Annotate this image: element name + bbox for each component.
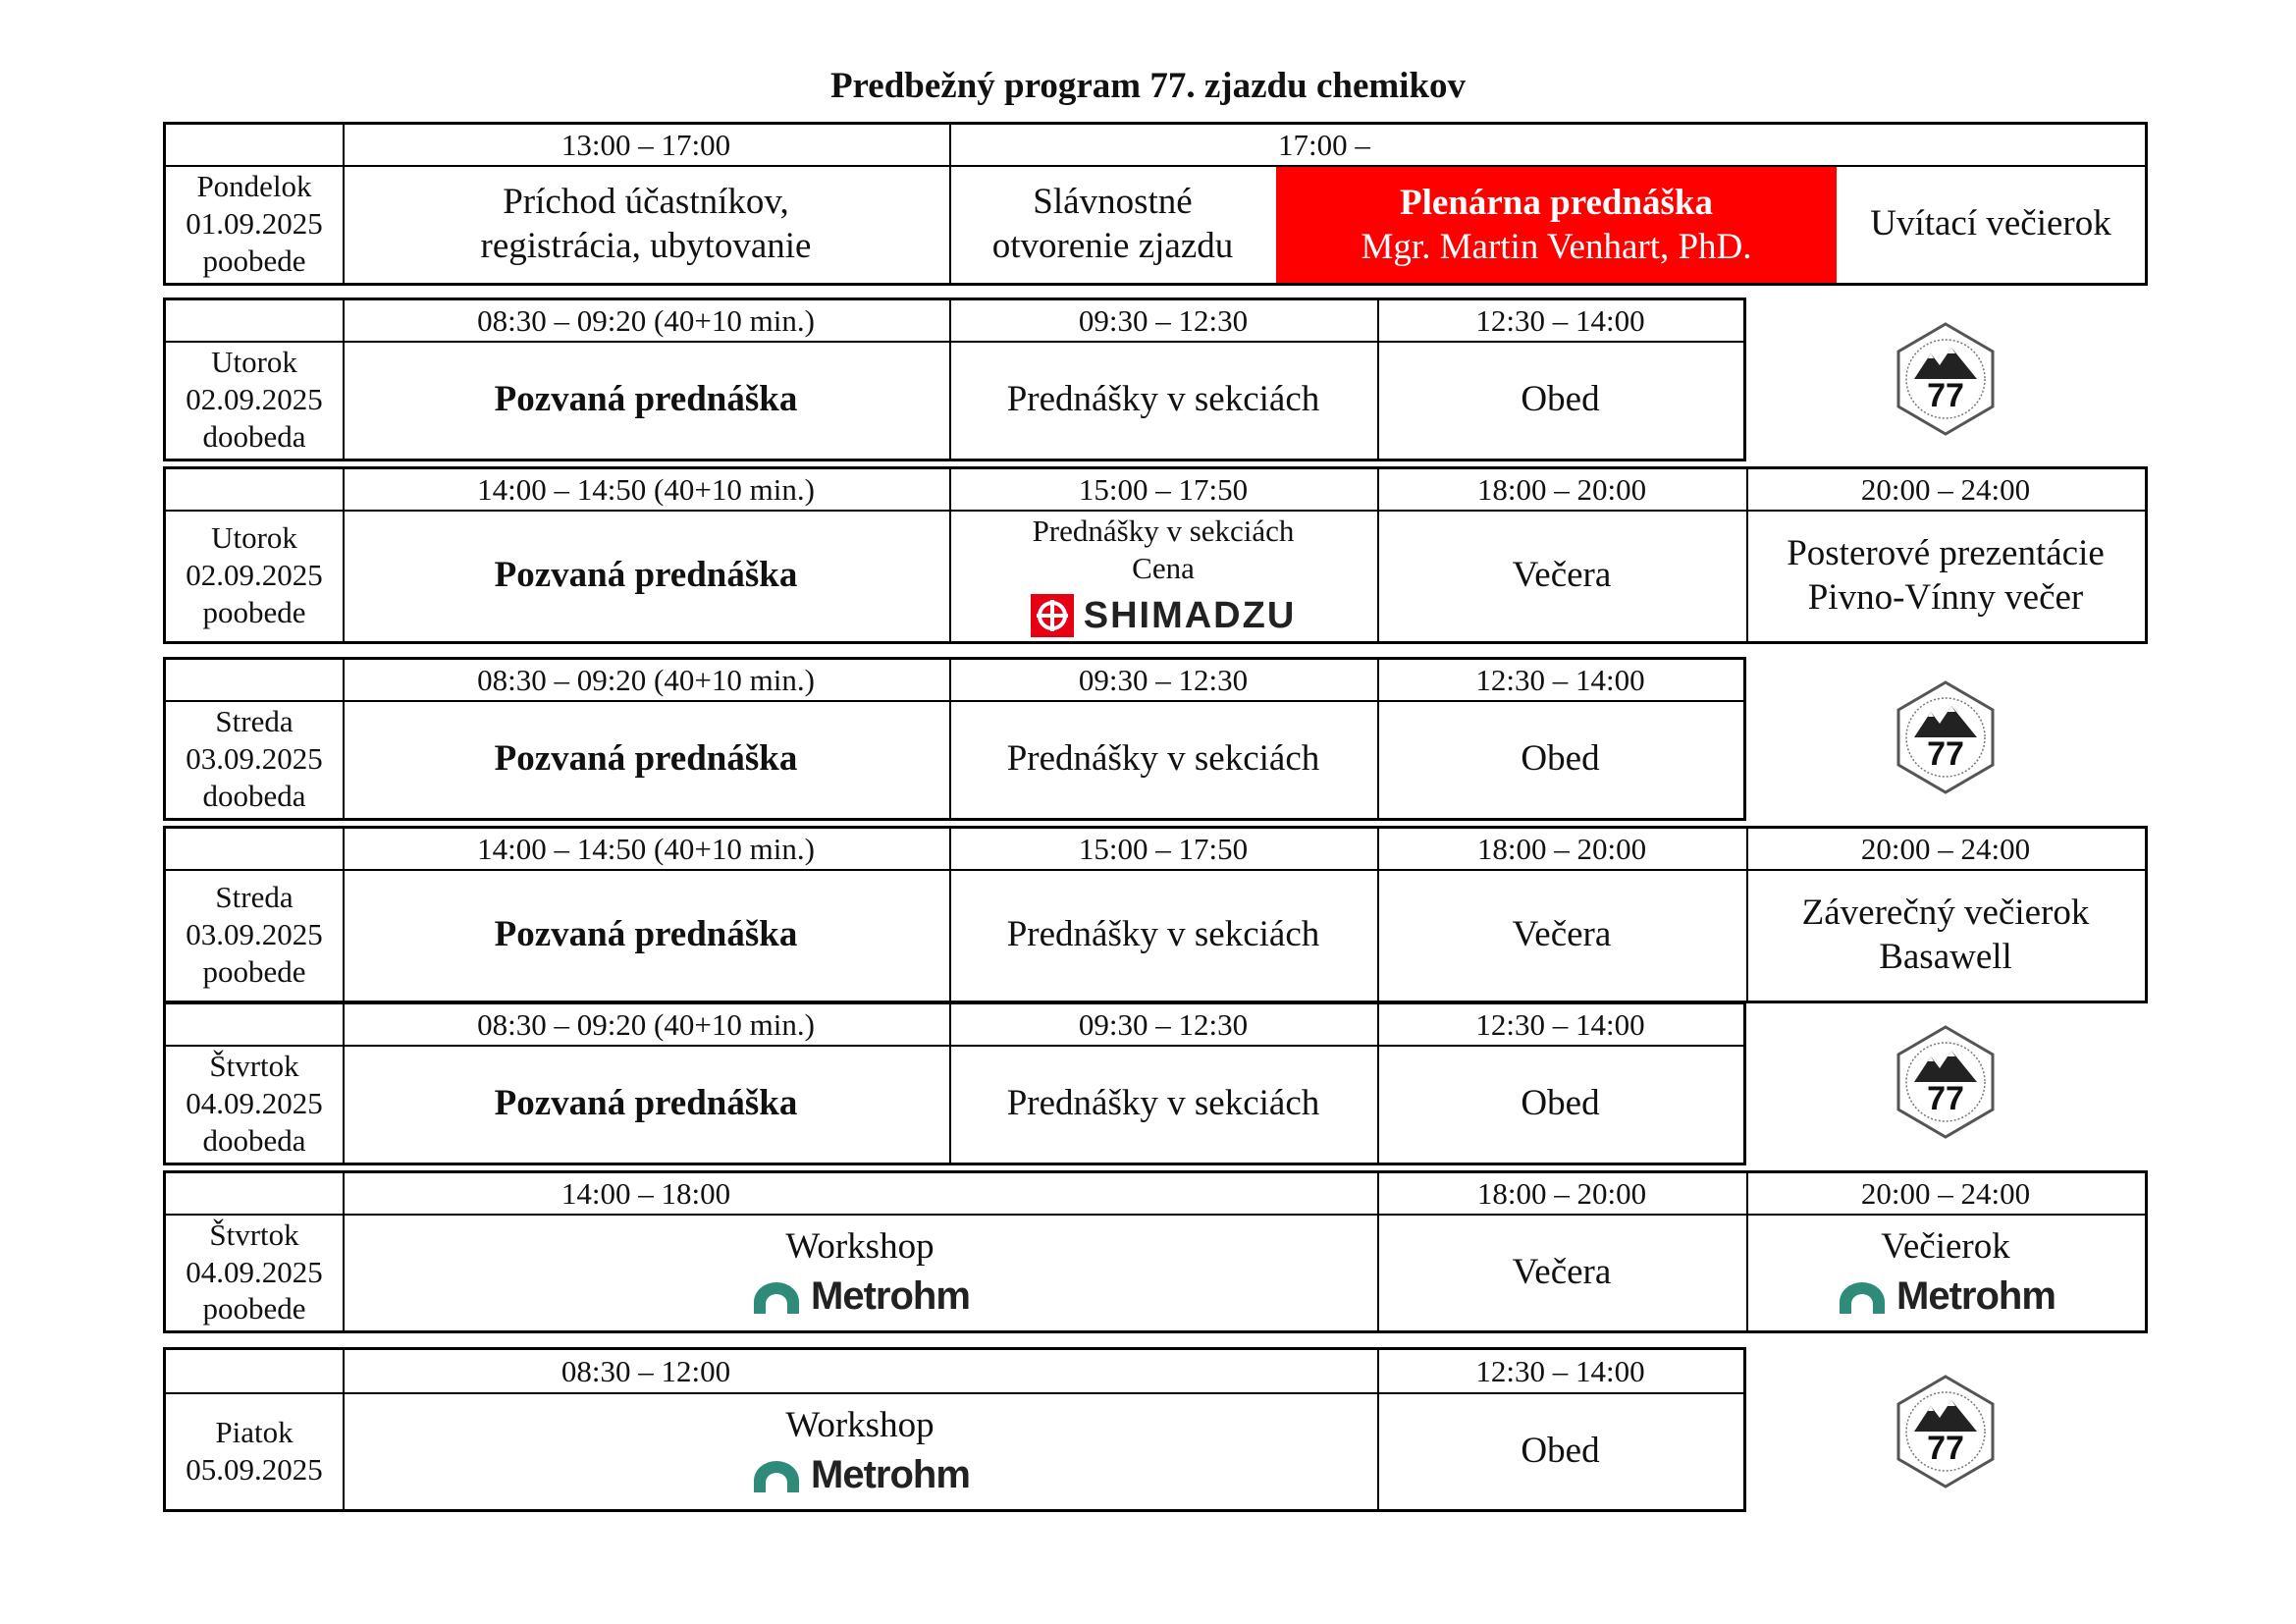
day-label: Utorok 02.09.2025 doobeda [186, 345, 323, 454]
monday-time-2: 17:00 – [1278, 127, 1370, 162]
opening-cell: Slávnostné otvorenie zjazdu [991, 181, 1234, 266]
day-label: Štvrtok 04.09.2025 doobeda [186, 1049, 323, 1158]
evening-event: Záverečný večierok Basawell [1801, 892, 2090, 977]
metrohm-logo: Metrohm [750, 1272, 970, 1321]
section-lectures: Prednášky v sekciách Cena SHIMADZU [949, 510, 1377, 641]
party-cell: Večierok Metrohm [1746, 1214, 2145, 1330]
evening-event: Posterové prezentácie Pivno-Vínny večer [1787, 532, 2105, 618]
svg-text:77: 77 [1927, 735, 1964, 773]
svg-text:77: 77 [1927, 1430, 1964, 1467]
day-label: Piatok 05.09.2025 [186, 1414, 323, 1487]
svg-text:77: 77 [1927, 377, 1964, 414]
invited-lecture: Pozvaná prednáška [494, 914, 798, 955]
tuesday-am-block: 08:30 – 09:20 (40+10 min.) 09:30 – 12:30 12:30 – 14:00 Utorok 02.09.2025 doobeda Pozvaná prednáška Prednášky v sekciách Obed [163, 298, 1746, 461]
metrohm-logo: Metrohm [1836, 1272, 2056, 1321]
day-label: Štvrtok 04.09.2025 poobede [186, 1217, 323, 1326]
section-lectures: Prednášky v sekciách [1006, 1083, 1320, 1124]
thursday-am-block: 08:30 – 09:20 (40+10 min.) 09:30 – 12:30 12:30 – 14:00 Štvrtok 04.09.2025 doobeda Pozvaná prednáška Prednášky v sekciách Obed [163, 1001, 1746, 1165]
invited-lecture: Pozvaná prednáška [494, 555, 798, 596]
friday-block: 08:30 – 12:00 12:30 – 14:00 Piatok 05.09.2025 Workshop Metrohm Obed [163, 1347, 1746, 1512]
monday-time-1: 13:00 – 17:00 [561, 127, 731, 162]
welcome-cell: Uvítací večierok [1870, 203, 2111, 244]
dinner: Večera [1512, 1251, 1612, 1292]
arrival-cell: Príchod účastníkov, registrácia, ubytovanie [480, 181, 812, 266]
day-label: Streda 03.09.2025 poobede [186, 880, 323, 989]
zjazd-77-badge [1887, 678, 2004, 796]
thursday-pm-block: 14:00 – 18:00 18:00 – 20:00 20:00 – 24:00 Štvrtok 04.09.2025 poobede Workshop Metrohm Večera Večierok Metrohm [163, 1170, 2148, 1333]
section-lectures: Prednášky v sekciách [1006, 738, 1320, 780]
svg-text:77: 77 [1927, 1080, 1964, 1117]
shimadzu-logo: SHIMADZU [1031, 593, 1297, 638]
day-label: Utorok 02.09.2025 poobede [186, 520, 323, 629]
dinner: Večera [1512, 914, 1612, 955]
zjazd-77-badge [1887, 320, 2004, 438]
lunch: Obed [1521, 379, 1600, 420]
plenary-title: Plenárna prednáška [1399, 182, 1714, 223]
section-lectures: Prednášky v sekciách [1006, 914, 1320, 955]
invited-lecture: Pozvaná prednáška [494, 738, 798, 780]
lunch: Obed [1521, 1083, 1600, 1124]
invited-lecture: Pozvaná prednáška [494, 1083, 798, 1124]
day-label: Streda 03.09.2025 doobeda [186, 704, 323, 813]
wednesday-am-block: 08:30 – 09:20 (40+10 min.) 09:30 – 12:30 12:30 – 14:00 Streda 03.09.2025 doobeda Pozvaná prednáška Prednášky v sekciách Obed [163, 657, 1746, 821]
wednesday-pm-block: 14:00 – 14:50 (40+10 min.) 15:00 – 17:50 18:00 – 20:00 20:00 – 24:00 Streda 03.09.2025 poobede Pozvaná prednáška Prednášky v sekciách Večera Záverečný večierok Basawell [163, 826, 2148, 1003]
plenary-cell [1276, 167, 1837, 283]
lunch: Obed [1521, 1430, 1600, 1471]
monday-block [163, 122, 2148, 286]
workshop-cell: Workshop Metrohm [343, 1214, 1377, 1330]
monday-day: Pondelok 01.09.2025 poobede [186, 169, 323, 278]
lunch: Obed [1521, 738, 1600, 780]
tuesday-pm-block: 14:00 – 14:50 (40+10 min.) 15:00 – 17:50 18:00 – 20:00 20:00 – 24:00 Utorok 02.09.2025 poobede Pozvaná prednáška Prednášky v sekciách Cena SHIMADZU Večera Posterové prezentácie Pivno-Vínny večer [163, 466, 2148, 644]
page-title: Predbežný program 77. zjazdu chemikov [829, 66, 1467, 106]
section-lectures: Prednášky v sekciách [1006, 379, 1320, 420]
zjazd-77-badge [1887, 1373, 2004, 1490]
workshop-cell: Workshop Metrohm [343, 1392, 1377, 1509]
zjazd-77-badge [1887, 1023, 2004, 1141]
metrohm-logo: Metrohm [750, 1451, 970, 1499]
plenary-speaker: Mgr. Martin Venhart, PhD. [1361, 227, 1752, 267]
invited-lecture: Pozvaná prednáška [494, 379, 798, 420]
dinner: Večera [1512, 555, 1612, 596]
